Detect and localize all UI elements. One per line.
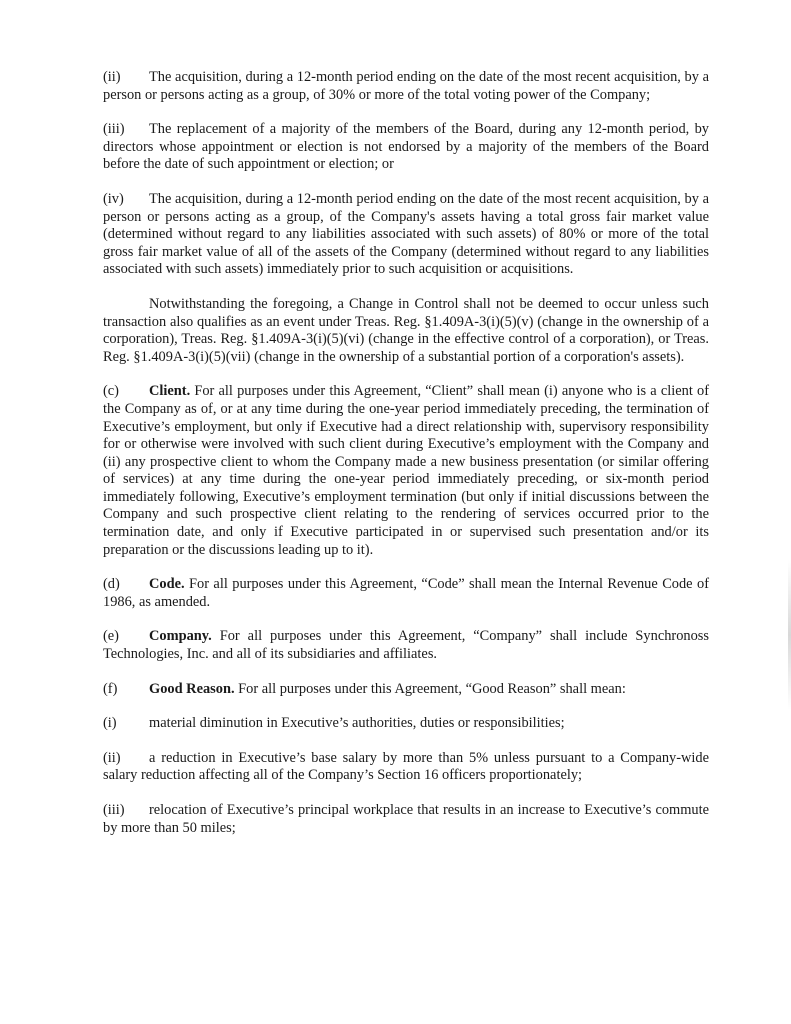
section-number: (c) — [103, 383, 119, 400]
section-number: (e) — [103, 628, 119, 645]
document-body — [103, 69, 709, 854]
clause-number: (ii) — [103, 69, 121, 85]
section-number: (d) — [103, 576, 120, 593]
good-reason-item-iii — [103, 802, 709, 837]
clause-text: The acquisition, during a 12-month period ending on the date of the most recent acquisition, by a person or persons acting as a group, of the Company's assets having a total gross fair market value (determined without regard to any liabilities associated with such assets) of 80% or more of the total gross fair market value of all of the assets of the Company (determined without regard to any liabilities associated with such assets) immediately prior to such acquisition or acquisitions. — [103, 190, 709, 278]
item-text: material diminution in Executive’s authorities, duties or responsibilities; — [149, 715, 565, 732]
item-text: relocation of Executive’s principal workplace that results in an increase to Executive’s commute by more than 50 miles; — [103, 802, 709, 836]
section-text: For all purposes under this Agreement, “Client” shall mean (i) anyone who is a client of the Company as of, or at any time during the one-year period immediately preceding, the termination of Executive’s employment, but only if Executive had a direct relationship with, supervisory responsibility for or otherwise were involved with such client during Executive’s employment with the Company and (ii) any prospective client to whom the Company made a new business presentation (or similar offering of services) at any time during the one-year period immediately preceding, or six-month period immediately following, Executive’s employment termination (but only if initial discussions between the Company and such prospective client relating to the rendering of services occurred prior to the termination date, and only if Executive participated in or supervised such presentation and/or its preparation or the discussions leading up to it). — [103, 383, 709, 558]
item-number: (iii) — [103, 802, 125, 818]
good-reason-item-i — [103, 715, 709, 733]
section-good-reason — [103, 681, 709, 699]
section-text: For all purposes under this Agreement, “Good Reason” shall mean: — [234, 680, 626, 697]
defined-term: Code. — [149, 576, 185, 593]
section-client — [103, 383, 709, 559]
section-text: For all purposes under this Agreement, “Company” shall include Synchronoss Technologies, Inc. and all of its subsidiaries and affiliates. — [103, 628, 709, 663]
good-reason-item-ii — [103, 750, 709, 785]
clause-ii — [103, 69, 709, 104]
clause-text: The acquisition, during a 12-month period ending on the date of the most recent acquisition, by a person or persons acting as a group, of 30% or more of the total voting power of the Company; — [103, 69, 709, 103]
clause-iii — [103, 121, 709, 174]
defined-term: Company. — [149, 628, 212, 645]
section-company — [103, 628, 709, 663]
item-number: (ii) — [103, 749, 121, 766]
notwithstanding-paragraph: Notwithstanding the foregoing, a Change in Control shall not be deemed to occur unless such transaction also qualifies as an event under Treas. Reg. §1.409A-3(i)(5)(v) (change in the ownership of a corporation), Treas. Reg. §1.409A-3(i)(5)(vi) (change in the effective control of a corporation), or Treas. Reg. §1.409A-3(i)(5)(vii) (change in the ownership of a substantial portion of a corporation's assets). — [103, 295, 709, 365]
clause-number: (iv) — [103, 190, 124, 207]
section-text: For all purposes under this Agreement, “Code” shall mean the Internal Revenue Code of 1986, as amended. — [103, 576, 709, 610]
defined-term: Client. — [149, 383, 191, 400]
clause-iv — [103, 191, 709, 279]
clause-number: (iii) — [103, 121, 125, 138]
item-number: (i) — [103, 715, 117, 732]
defined-term: Good Reason. — [149, 680, 235, 697]
section-number: (f) — [103, 680, 118, 697]
section-code — [103, 576, 709, 611]
clause-text: The replacement of a majority of the members of the Board, during any 12-month period, by directors whose appointment or election is not endorsed by a majority of the members of the Board before the date of such appointment or election; or — [103, 121, 709, 173]
item-text: a reduction in Executive’s base salary by more than 5% unless pursuant to a Company-wide salary reduction affecting all of the Company’s Section 16 officers proportionately; — [103, 749, 709, 784]
